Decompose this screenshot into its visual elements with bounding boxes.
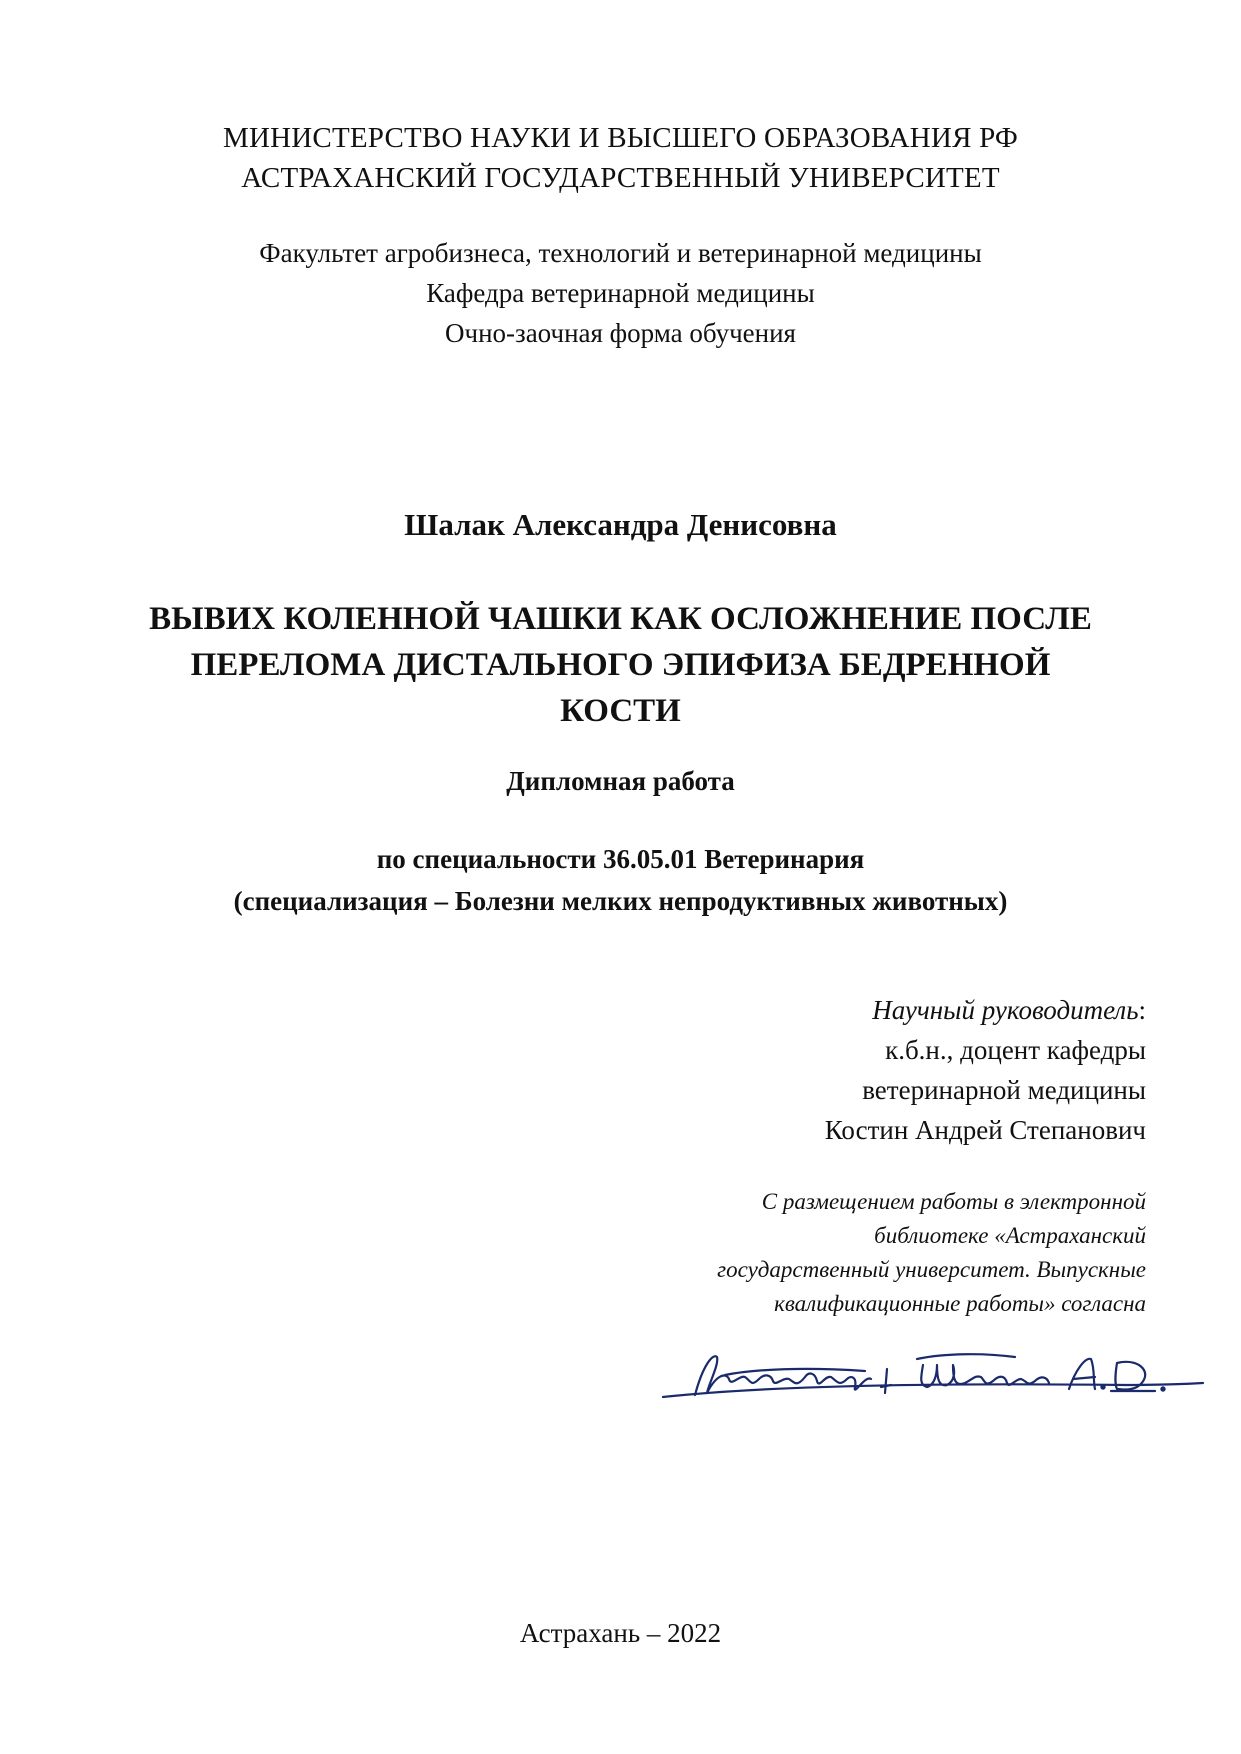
- specialty-line: по специальности 36.05.01 Ветеринария: [376, 844, 865, 874]
- ministry-name: МИНИСТЕРСТВО НАУКИ И ВЫСШЕГО ОБРАЗОВАНИЯ РФ: [222, 122, 1019, 154]
- institution-header: [0, 118, 1241, 198]
- consent-line-3: государственный университет. Выпускные: [717, 1257, 1146, 1282]
- faculty-block: [0, 233, 1241, 353]
- consent-line-4: квалификационные работы» согласна: [774, 1291, 1146, 1316]
- thesis-title-line-2: ПЕРЕЛОМА ДИСТАЛЬНОГО ЭПИФИЗА БЕДРЕННОЙ: [190, 647, 1051, 683]
- thesis-title-line-3: КОСТИ: [560, 693, 681, 729]
- thesis-title: [0, 596, 1241, 734]
- publication-consent: [717, 1185, 1146, 1321]
- work-type: Дипломная работа: [506, 766, 735, 796]
- supervisor-role-line: [825, 990, 1146, 1030]
- supervisor-degree: к.б.н., доцент кафедры: [885, 1035, 1146, 1065]
- city-year: Астрахань – 2022: [519, 1618, 722, 1648]
- study-form: Очно-заочная форма обучения: [445, 318, 796, 348]
- thesis-title-line-1: ВЫВИХ КОЛЕННОЙ ЧАШКИ КАК ОСЛОЖНЕНИЕ ПОСЛЕ: [149, 601, 1092, 637]
- specialty-block: [0, 838, 1241, 922]
- faculty-name: Факультет агробизнеса, технологий и ветеринарной медицины: [259, 238, 982, 268]
- author-name: Шалак Александра Денисовна: [404, 507, 837, 542]
- specialization-line: (специализация – Болезни мелких непродуктивных животных): [233, 886, 1008, 916]
- supervisor-block: [825, 990, 1146, 1150]
- university-name: АСТРАХАНСКИЙ ГОСУДАРСТВЕННЫЙ УНИВЕРСИТЕТ: [241, 162, 1000, 194]
- consent-line-2: библиотеке «Астраханский: [874, 1223, 1146, 1248]
- consent-line-1: С размещением работы в электронной: [761, 1189, 1146, 1214]
- supervisor-department: ветеринарной медицины: [862, 1075, 1146, 1105]
- department-name: Кафедра ветеринарной медицины: [426, 278, 815, 308]
- supervisor-role-colon: :: [1138, 995, 1146, 1025]
- supervisor-role: Научный руководитель: [872, 995, 1139, 1025]
- supervisor-name: Костин Андрей Степанович: [824, 1115, 1146, 1145]
- handwritten-signature: [655, 1335, 1215, 1415]
